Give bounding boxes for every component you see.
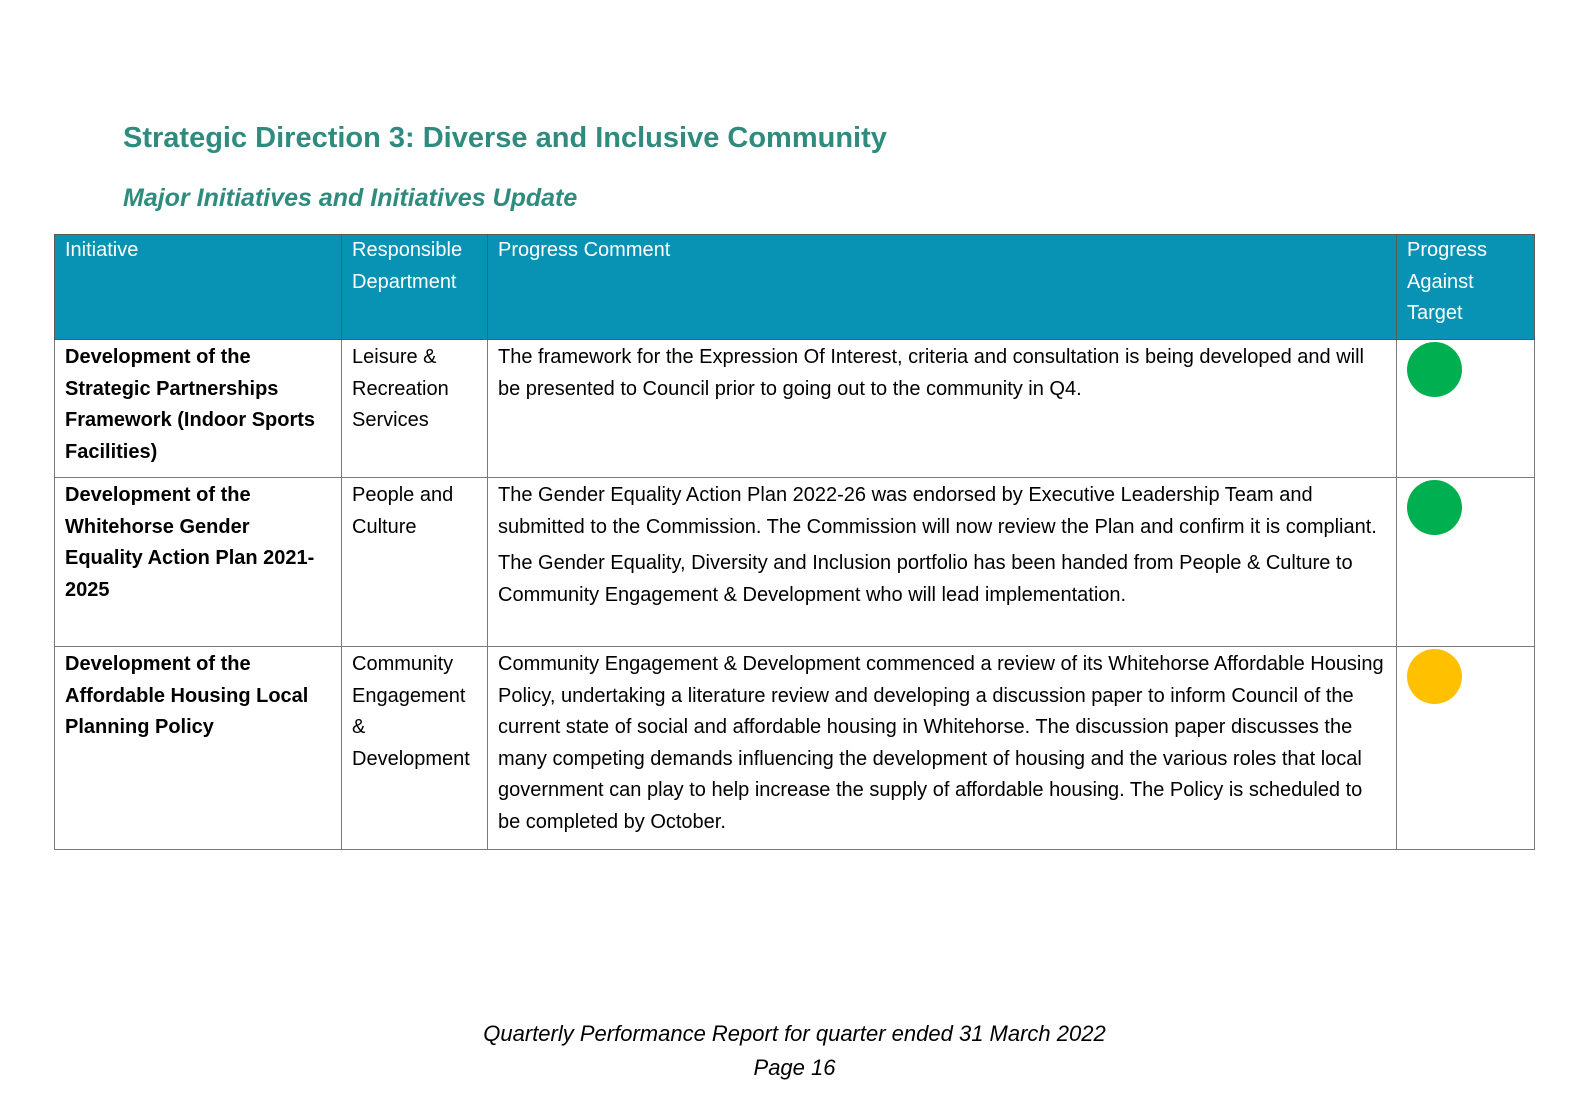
comment-cell: [488, 478, 1397, 647]
table-row: [55, 647, 1535, 850]
status-cell: [1397, 647, 1535, 850]
status-cell: [1397, 340, 1535, 478]
footer-page-number: Page 16: [753, 1055, 836, 1080]
initiative-cell: Development of the Strategic Partnerships Framework (Indoor Sports Facilities): [55, 340, 342, 478]
header-comment: Progress Comment: [488, 235, 1397, 340]
initiative-cell: Development of the Affordable Housing Local Planning Policy: [55, 647, 342, 850]
department-cell: Community Engagement & Development: [342, 647, 488, 850]
initiative-cell: Development of the Whitehorse Gender Equality Action Plan 2021-2025: [55, 478, 342, 647]
page-title: Strategic Direction 3: Diverse and Inclusive Community: [123, 122, 887, 154]
table-header-row: [55, 235, 1535, 340]
table-row: [55, 340, 1535, 478]
header-initiative: Initiative: [55, 235, 342, 340]
initiatives-table: [54, 234, 1535, 850]
comment-paragraph: The framework for the Expression Of Interest, criteria and consultation is being developed and will be presented to Council prior to going out to the community in Q4.: [498, 346, 1364, 400]
status-indicator-icon: [1407, 649, 1462, 704]
header-status: Progress Against Target: [1397, 235, 1535, 340]
table-row: [55, 478, 1535, 647]
department-cell: People and Culture: [342, 478, 488, 647]
status-cell: [1397, 478, 1535, 647]
status-indicator-icon: [1407, 342, 1462, 397]
comment-paragraph: The Gender Equality, Diversity and Inclusion portfolio has been handed from People & Culture to Community Engagement & Development who will lead implementation.: [498, 552, 1353, 606]
comment-paragraph: The Gender Equality Action Plan 2022-26 was endorsed by Executive Leadership Team and submitted to the Commission. The Commission will now review the Plan and confirm it is compliant.: [498, 484, 1377, 538]
section-subtitle: Major Initiatives and Initiatives Update: [123, 184, 578, 212]
footer-report-title: Quarterly Performance Report for quarter ended 31 March 2022: [483, 1021, 1106, 1046]
header-department: Responsible Department: [342, 235, 488, 340]
department-cell: Leisure & Recreation Services: [342, 340, 488, 478]
status-indicator-icon: [1407, 480, 1462, 535]
comment-cell: [488, 340, 1397, 478]
comment-paragraph: Community Engagement & Development commenced a review of its Whitehorse Affordable Housing Policy, undertaking a literature review and developing a discussion paper to inform Council of the current state of social and affordable housing in Whitehorse. The discussion paper discusses the many competing demands influencing the development of housing and the various roles that local government can play to help increase the supply of affordable housing. The Policy is scheduled to be completed by October.: [498, 653, 1384, 833]
comment-cell: [488, 647, 1397, 850]
